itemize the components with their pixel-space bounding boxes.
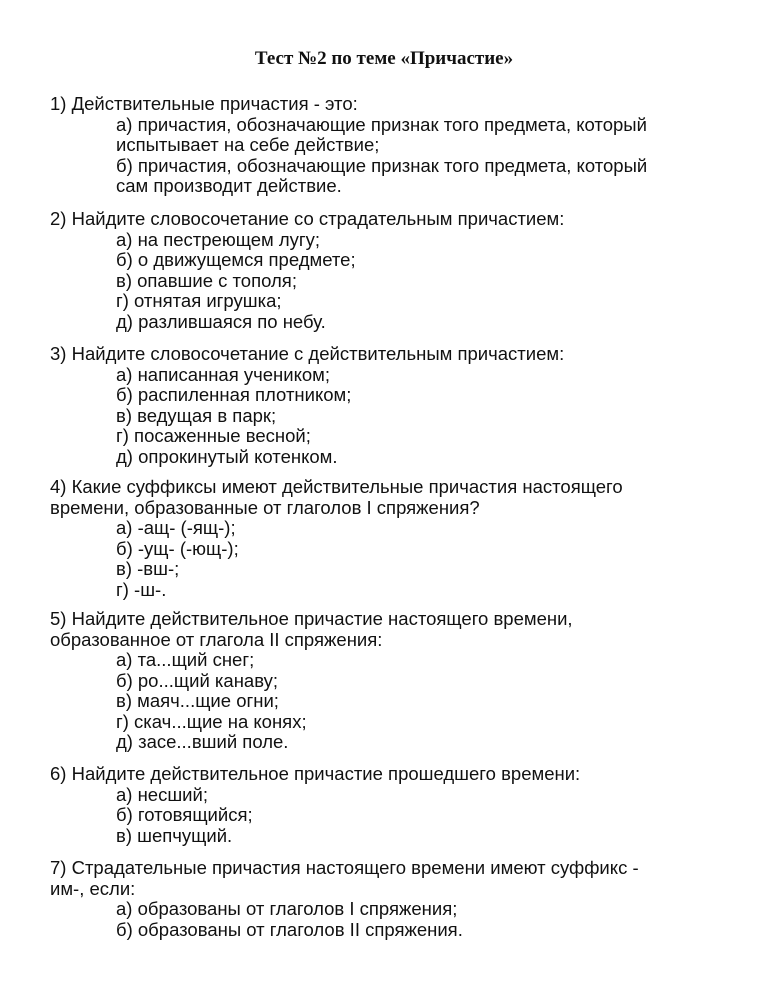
answer-options xyxy=(50,899,730,940)
answer-option: в) ведущая в парк; xyxy=(116,404,277,426)
answer-option: а) образованы от глаголов I спряжения; xyxy=(116,898,458,919)
answer-option: в) маяч...щие огни; xyxy=(116,690,279,711)
answer-option: в) -вш-; xyxy=(116,558,180,579)
answer-option: д) опрокинутый котенком. xyxy=(116,445,338,467)
answer-option: д) разлившаяся по небу. xyxy=(116,310,326,332)
answer-option: а) на пестреющем лугу; xyxy=(116,228,321,250)
answer-option: а) несший; xyxy=(116,783,208,805)
question-stem: 2) Найдите словосочетание со страдательным причастием: xyxy=(50,208,565,229)
answer-options xyxy=(50,650,730,753)
question-7 xyxy=(50,858,730,940)
answer-option: а) написанная учеником; xyxy=(116,363,331,385)
question-6 xyxy=(50,764,730,846)
question-stem: 4) Какие суффиксы имеют действительные причастия настоящего времени, образованные от глаголов I спряжения? xyxy=(50,476,623,518)
answer-option: в) опавшие с тополя; xyxy=(116,269,297,291)
answer-option: б) -ущ- (-ющ-); xyxy=(116,537,239,559)
answer-option: д) засе...вший поле. xyxy=(116,731,289,752)
answer-option: г) скач...щие на конях; xyxy=(116,710,307,732)
answer-option: б) причастия, обозначающие признак того предмета, который сам производит действие. xyxy=(116,154,648,196)
answer-option: б) готовящийся; xyxy=(116,804,253,825)
answer-option: б) распиленная плотником; xyxy=(116,384,352,405)
answer-options xyxy=(50,785,730,847)
question-2 xyxy=(50,209,730,332)
question-1 xyxy=(50,94,730,197)
answer-options xyxy=(50,518,730,600)
answer-option: г) отнятая игрушка; xyxy=(116,290,282,311)
question-4 xyxy=(50,477,730,600)
answer-option: г) -ш-. xyxy=(116,578,167,600)
page-title: Тест №2 по теме «Причастие» xyxy=(254,48,514,69)
answer-options xyxy=(50,230,730,333)
answer-option: б) о движущемся предмете; xyxy=(116,249,356,270)
question-3 xyxy=(50,344,730,467)
question-5 xyxy=(50,609,730,753)
answer-option: г) посаженные весной; xyxy=(116,425,311,446)
answer-options xyxy=(50,365,730,468)
question-stem: 7) Страдательные причастия настоящего времени имеют суффикс - им-, если: xyxy=(50,857,639,899)
answer-option: б) ро...щий канаву; xyxy=(116,669,279,691)
answer-option: а) причастия, обозначающие признак того предмета, который испытывает на себе действие; xyxy=(116,113,647,155)
answer-option: б) образованы от глаголов II спряжения. xyxy=(116,918,463,940)
question-stem: 5) Найдите действительное причастие настоящего времени, образованное от глагола II спряжения: xyxy=(50,608,573,650)
answer-option: а) -ащ- (-ящ-); xyxy=(116,517,236,538)
answer-options xyxy=(50,115,730,197)
question-stem: 3) Найдите словосочетание с действительным причастием: xyxy=(50,343,565,364)
question-stem: 6) Найдите действительное причастие прошедшего времени: xyxy=(50,763,581,784)
answer-option: а) та...щий снег; xyxy=(116,649,255,670)
answer-option: в) шепчущий. xyxy=(116,824,233,846)
question-stem: 1) Действительные причастия - это: xyxy=(50,93,358,114)
